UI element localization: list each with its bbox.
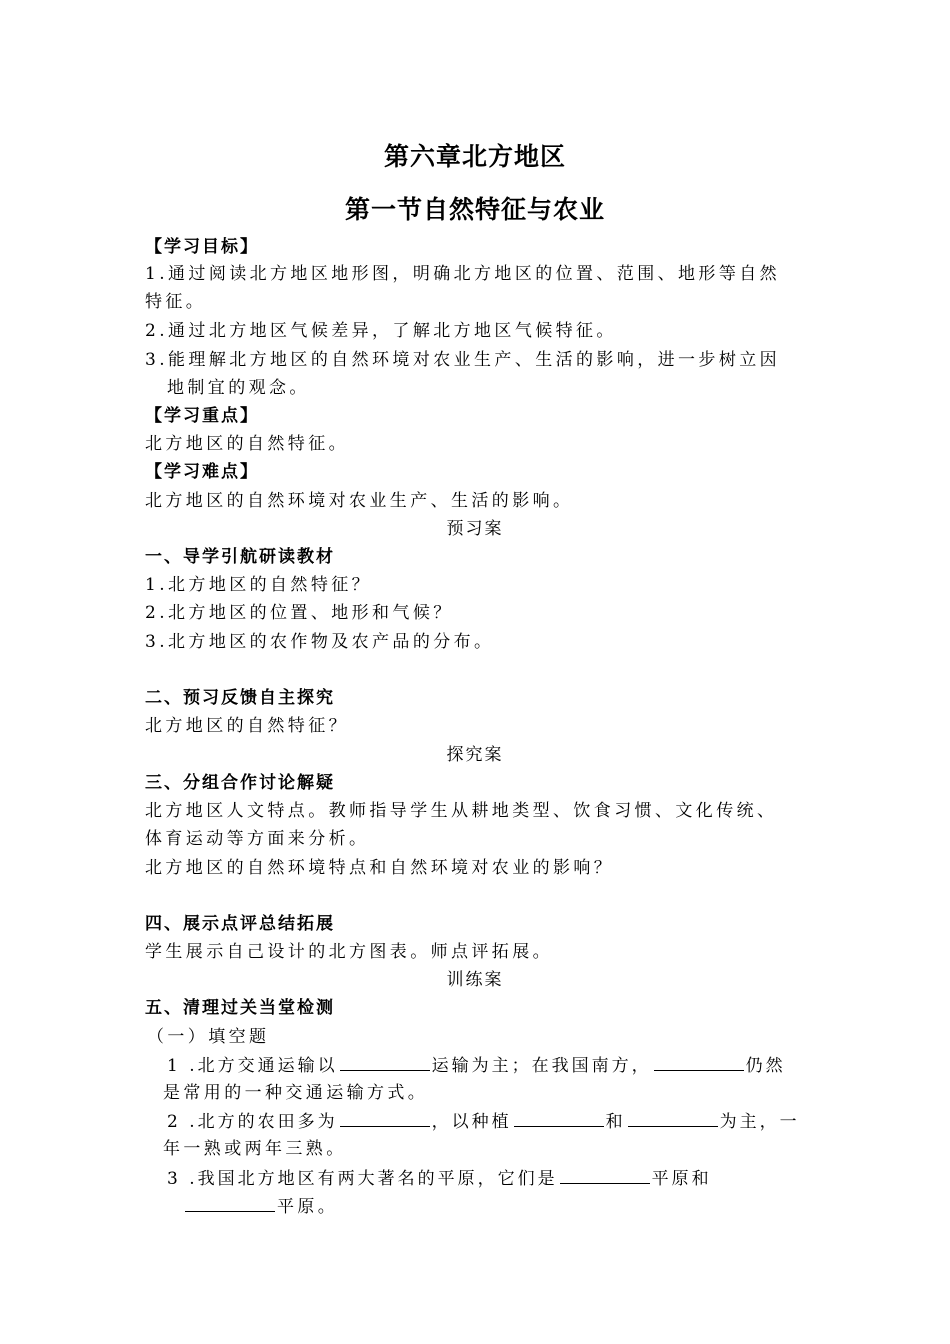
fill-q3-text-b: 平原和: [651, 1169, 712, 1189]
fill-question-1-line-2: 是常用的一种交通运输方式。: [163, 1083, 429, 1103]
part-5-heading: 五、清理过关当堂检测: [145, 998, 335, 1018]
key-points-text: 北方地区的自然特征。: [145, 434, 349, 454]
fill-q1-text-c: 仍然: [745, 1056, 786, 1076]
part-2-heading: 二、预习反馈自主探究: [145, 688, 335, 708]
answer-blank[interactable]: [340, 1054, 430, 1071]
fill-q2-text-b: ，以种植: [431, 1112, 512, 1132]
part-3-line-3: 北方地区的自然环境特点和自然环境对农业的影响？: [145, 858, 615, 878]
chapter-title: 第六章北方地区: [383, 142, 566, 171]
objective-3-line-2: 地制宜的观念。: [167, 378, 310, 398]
fill-question-3-line-2: [183, 1195, 853, 1218]
part-3-heading: 三、分组合作讨论解疑: [145, 773, 335, 793]
preview-heading: 预习案: [446, 519, 504, 539]
part-4-heading: 四、展示点评总结拓展: [145, 914, 335, 934]
answer-blank[interactable]: [340, 1110, 430, 1127]
fill-question-3-line-1: [167, 1167, 837, 1190]
fill-question-1-line-1: [167, 1054, 837, 1077]
fill-q1-text-b: 运输为主；在我国南方，: [431, 1056, 652, 1076]
fill-in-heading: （一）填空题: [147, 1027, 270, 1047]
part-4-text: 学生展示自己设计的北方图表。师点评拓展。: [145, 942, 553, 962]
fill-q3-text-c: 平原。: [277, 1197, 339, 1217]
preview-question-1: 1.北方地区的自然特征？: [145, 575, 373, 595]
part-3-line-1: 北方地区人文特点。教师指导学生从耕地类型、饮食习惯、文化传统、: [145, 801, 778, 821]
difficulties-text: 北方地区的自然环境对农业生产、生活的影响。: [145, 491, 574, 511]
part-3-line-2: 体育运动等方面来分析。: [145, 829, 370, 849]
answer-blank[interactable]: [560, 1167, 650, 1184]
objective-1-line-1: 1.通过阅读北方地区地形图，明确北方地区的位置、范围、地形等自然: [145, 264, 781, 284]
fill-q2-text-d: 为主，一: [719, 1112, 800, 1132]
objective-2: 2.通过北方地区气候差异，了解北方地区气候特征。: [145, 321, 617, 341]
fill-q1-text-a: 1 .北方交通运输以: [167, 1056, 338, 1076]
fill-q2-text-a: 2 .北方的农田多为: [167, 1112, 338, 1132]
objectives-heading: 【学习目标】: [145, 237, 259, 257]
objective-3-line-1: 3.能理解北方地区的自然环境对农业生产、生活的影响，进一步树立因: [145, 350, 781, 370]
section-title: 第一节自然特征与农业: [344, 195, 605, 224]
answer-blank[interactable]: [654, 1054, 744, 1071]
fill-question-2-line-2: 年一熟或两年三熟。: [163, 1139, 347, 1159]
fill-q3-text-a: 3 .我国北方地区有两大著名的平原，它们是: [167, 1169, 558, 1189]
objective-1-line-2: 特征。: [145, 292, 207, 312]
part-1-heading: 一、导学引航研读教材: [145, 547, 335, 567]
training-heading: 训练案: [446, 970, 504, 990]
fill-q2-text-c: 和: [605, 1112, 626, 1132]
answer-blank[interactable]: [514, 1110, 604, 1127]
answer-blank[interactable]: [628, 1110, 718, 1127]
fill-question-2-line-1: [167, 1110, 837, 1133]
preview-question-3: 3.北方地区的农作物及农产品的分布。: [145, 632, 495, 652]
preview-question-2: 2.北方地区的位置、地形和气候？: [145, 603, 454, 623]
difficulties-heading: 【学习难点】: [145, 462, 259, 482]
explore-heading: 探究案: [446, 745, 504, 765]
answer-blank[interactable]: [185, 1195, 275, 1212]
part-2-text: 北方地区的自然特征？: [145, 716, 349, 736]
key-points-heading: 【学习重点】: [145, 406, 259, 426]
